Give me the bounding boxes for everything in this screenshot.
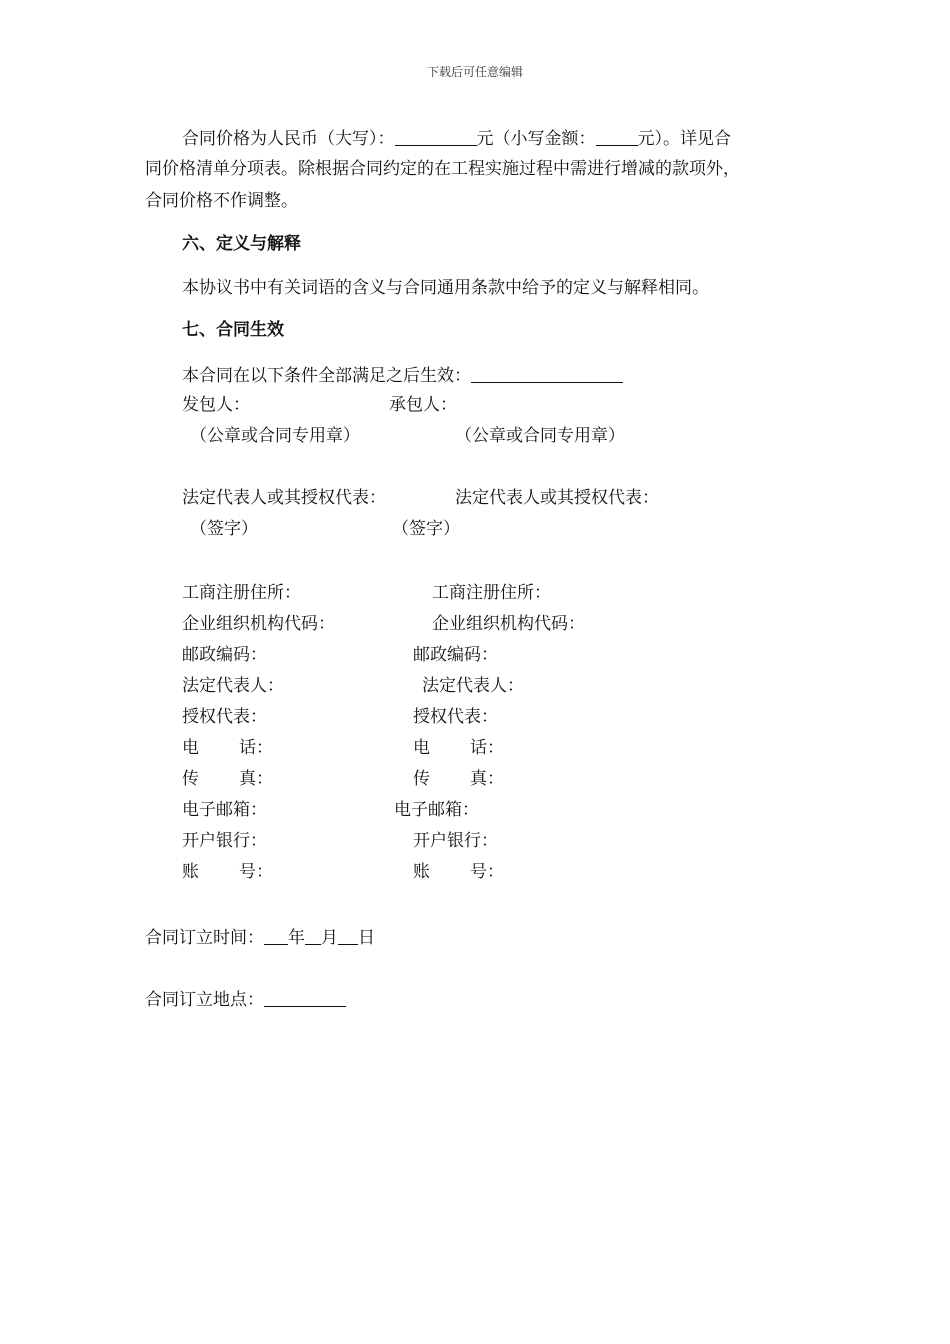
left-fax-label xyxy=(182,771,273,788)
price-uppercase-blank[interactable] xyxy=(395,129,477,146)
signing-day-blank[interactable] xyxy=(338,928,358,945)
left-fax-char-1: 传 xyxy=(182,769,199,789)
price-line-3: 合同价格不作调整。 xyxy=(145,191,298,211)
signing-place-label: 合同订立地点： xyxy=(145,990,264,1010)
signing-place-line xyxy=(145,990,346,1009)
contractor-rep-label: 法定代表人或其授权代表： xyxy=(455,488,659,508)
employer-rep-label: 法定代表人或其授权代表： xyxy=(182,488,386,508)
right-phone-char-2: 话： xyxy=(470,738,504,758)
right-phone-char-1: 电 xyxy=(413,738,430,758)
price-text-3: 元）。详见合 xyxy=(637,129,731,149)
right-postcode-label: 邮政编码： xyxy=(413,645,498,665)
price-line-1 xyxy=(182,129,731,148)
left-account-char-1: 账 xyxy=(182,862,199,882)
left-account-char-2: 号： xyxy=(239,862,273,882)
price-text-1: 合同价格为人民币（大写）： xyxy=(182,129,395,149)
right-auth-rep-label: 授权代表： xyxy=(413,707,498,727)
employer-sign-note: （签字） xyxy=(190,519,258,539)
right-account-char-1: 账 xyxy=(413,862,430,882)
left-phone-label xyxy=(182,740,273,757)
signing-month-blank[interactable] xyxy=(305,928,321,945)
left-phone-char-1: 电 xyxy=(182,738,199,758)
right-legal-rep-label: 法定代表人： xyxy=(422,676,524,696)
right-fax-label xyxy=(413,771,504,788)
signing-year-label: 年 xyxy=(288,928,305,948)
price-text-2: 元（小写金额： xyxy=(476,129,596,149)
contractor-sign-note: （签字） xyxy=(392,519,460,539)
right-fax-char-1: 传 xyxy=(413,769,430,789)
right-account-char-2: 号： xyxy=(470,862,504,882)
effective-condition-line xyxy=(182,366,623,385)
signing-month-label: 月 xyxy=(321,928,338,948)
signing-day-label: 日 xyxy=(358,928,375,948)
left-address-label: 工商注册住所： xyxy=(182,583,301,603)
employer-label: 发包人： xyxy=(182,395,250,415)
signing-year-blank[interactable] xyxy=(264,928,288,945)
left-postcode-label: 邮政编码： xyxy=(182,645,267,665)
right-address-label: 工商注册住所： xyxy=(432,583,551,603)
right-phone-label xyxy=(413,740,504,757)
signing-place-blank[interactable] xyxy=(264,990,346,1007)
employer-seal-note: （公章或合同专用章） xyxy=(190,426,360,446)
right-fax-char-2: 真： xyxy=(470,769,504,789)
section-7-heading: 七、合同生效 xyxy=(182,320,284,340)
left-email-label: 电子邮箱： xyxy=(182,800,267,820)
page-header-note: 下载后可任意编辑 xyxy=(426,65,523,79)
left-account-label xyxy=(182,864,273,881)
price-lowercase-blank[interactable] xyxy=(596,129,638,146)
left-fax-char-2: 真： xyxy=(239,769,273,789)
signing-time-label: 合同订立时间： xyxy=(145,928,264,948)
signing-time-line xyxy=(145,928,375,947)
left-org-code-label: 企业组织机构代码： xyxy=(182,614,335,634)
right-bank-label: 开户银行： xyxy=(413,831,498,851)
section-6-heading: 六、定义与解释 xyxy=(182,234,301,254)
contractor-label: 承包人： xyxy=(389,395,457,415)
right-account-label xyxy=(413,864,504,881)
effective-condition-blank[interactable] xyxy=(471,366,623,383)
left-phone-char-2: 话： xyxy=(239,738,273,758)
left-legal-rep-label: 法定代表人： xyxy=(182,676,284,696)
effective-condition-label: 本合同在以下条件全部满足之后生效： xyxy=(182,366,471,386)
left-auth-rep-label: 授权代表： xyxy=(182,707,267,727)
price-line-2: 同价格清单分项表。除根据合同约定的在工程实施过程中需进行增减的款项外， xyxy=(145,159,740,179)
contractor-seal-note: （公章或合同专用章） xyxy=(455,426,625,446)
right-email-label: 电子邮箱： xyxy=(394,800,479,820)
left-bank-label: 开户银行： xyxy=(182,831,267,851)
right-org-code-label: 企业组织机构代码： xyxy=(432,614,585,634)
section-6-body: 本协议书中有关词语的含义与合同通用条款中给予的定义与解释相同。 xyxy=(182,278,709,298)
